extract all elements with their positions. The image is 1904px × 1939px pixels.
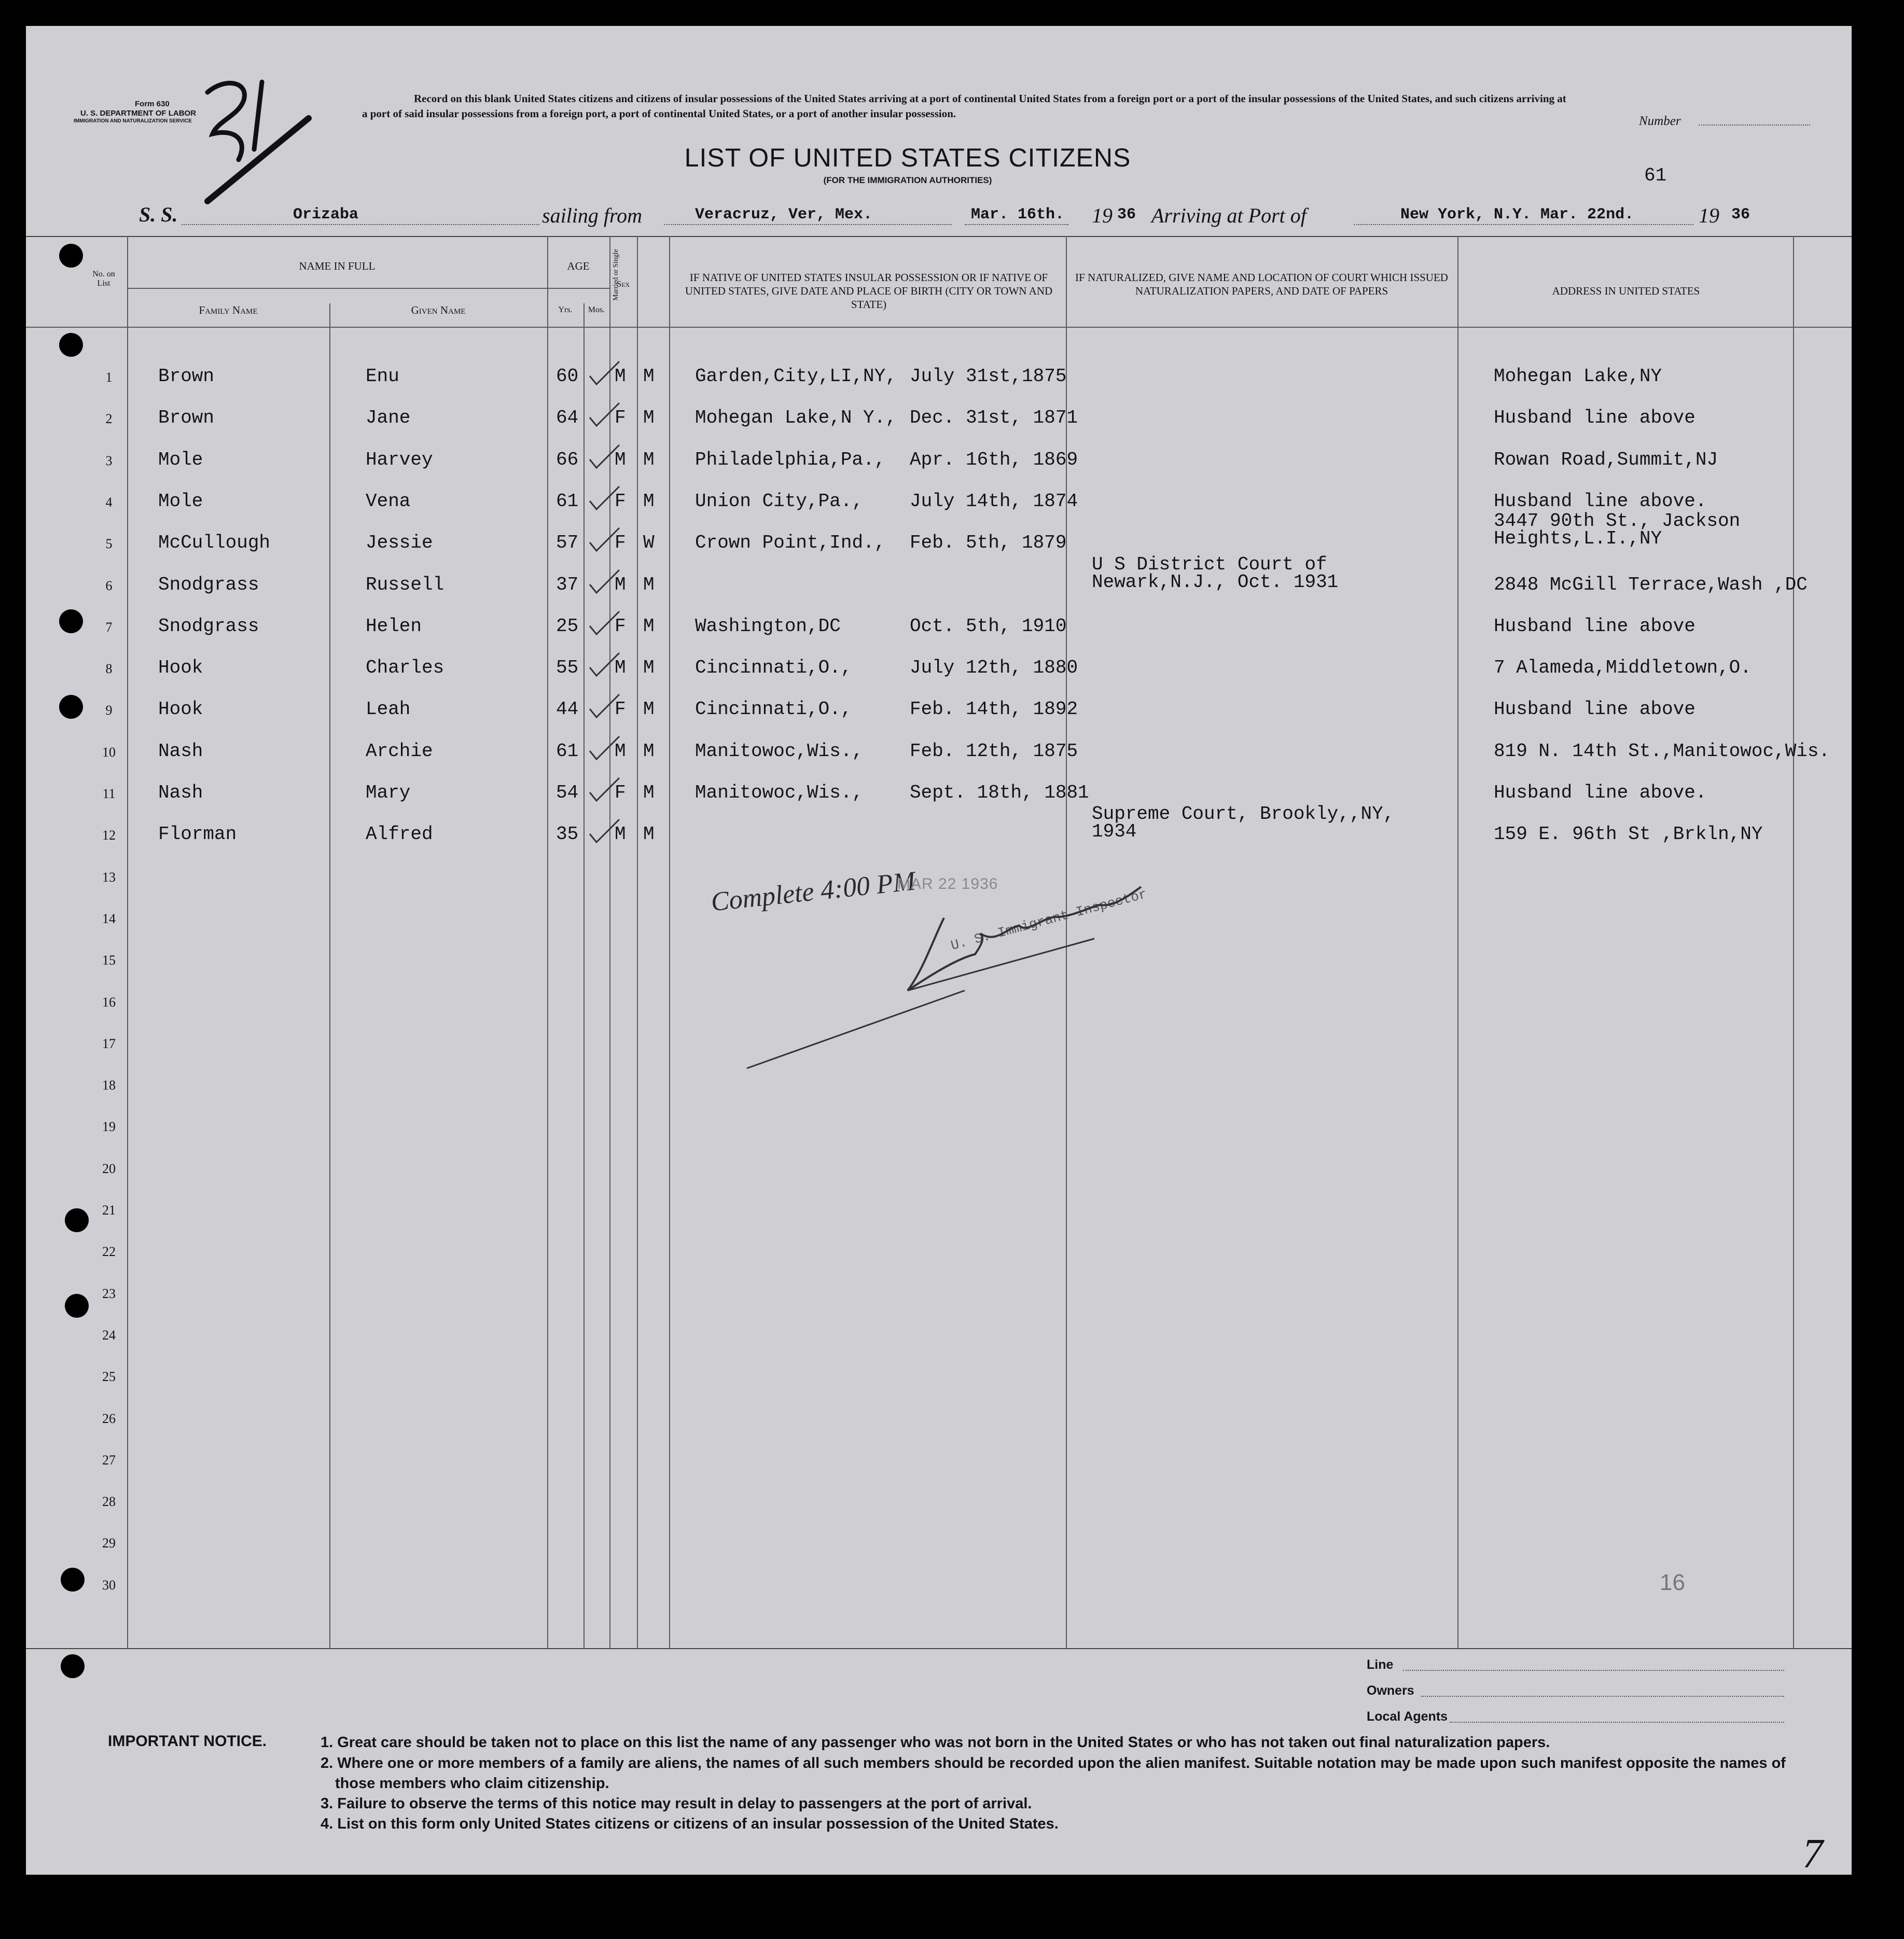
document-sheet [26, 26, 1852, 1875]
address: Mohegan Lake,NY [1494, 366, 1662, 387]
row-number: 1 [105, 370, 113, 385]
sex: M [615, 574, 626, 595]
given-name: Jane [366, 407, 411, 428]
given-name: Alfred [366, 824, 433, 845]
row-number: 10 [102, 745, 116, 760]
naturalization-court: Supreme Court, Brookly,,NY, 1934 [1092, 803, 1395, 842]
row-number: 30 [102, 1578, 116, 1593]
sail-year-prefix: 19 [1092, 204, 1113, 227]
given-name: Jessie [366, 532, 433, 553]
checkmark-icon [587, 444, 623, 470]
form-instructions: Record on this blank United States citizens and citizens of insular possessions of the United States arriving at a port of continental United States from a foreign port or a port of the insular possessions of the United States, and such citizens arriving at a port of said insular possessions from a foreign port, a port of continental United States, or a port of another insular possession. [362, 92, 1566, 120]
col-header-sex: Sex [616, 279, 630, 289]
notice-1: 1. Great care should be taken not to place on this list the name of any passenger who was not born in the United States or who has not taken out final naturalization papers. [321, 1734, 1550, 1751]
row-number: 23 [102, 1286, 116, 1301]
binder-hole [59, 244, 83, 268]
marital-status: M [643, 699, 655, 720]
marital-status: W [643, 532, 655, 553]
sex: F [615, 782, 626, 803]
row-number: 29 [102, 1536, 116, 1551]
checkmark-icon [587, 527, 623, 553]
given-name: Enu [366, 366, 399, 387]
family-name: Nash [158, 782, 203, 803]
row-number: 8 [105, 661, 113, 676]
col-header-given-name: Given Name [411, 304, 466, 316]
birth-date: Apr. 16th, 1869 [910, 449, 1078, 470]
family-name: Nash [158, 741, 203, 762]
sex: M [615, 824, 626, 845]
binder-hole [61, 1654, 85, 1678]
col-header-naturalized: IF NATURALIZED, GIVE NAME AND LOCATION OF COURT WHICH ISSUED NATURALIZATION PAPERS, AND DATE OF PAPERS [1075, 271, 1448, 297]
birth-date: Feb. 12th, 1875 [910, 741, 1078, 762]
from-port: Veracruz, Ver, Mex. [695, 206, 873, 224]
family-name: Florman [158, 824, 237, 845]
family-name: Hook [158, 699, 203, 720]
marital-status: M [643, 574, 655, 595]
line-blank [1403, 1670, 1784, 1671]
address: Husband line above. [1494, 491, 1707, 512]
birth-date: Oct. 5th, 1910 [910, 616, 1067, 637]
row-number: 28 [102, 1494, 116, 1509]
row-number: 13 [102, 870, 116, 885]
arrival-port-date: New York, N.Y. Mar. 22nd. [1400, 206, 1634, 224]
given-name: Charles [366, 657, 444, 678]
agents-label: Local Agents [1367, 1709, 1448, 1724]
naturalization-court: U S District Court of Newark,N.J., Oct. 1931 [1092, 554, 1339, 593]
age-years: 60 [556, 366, 579, 387]
checkmark-icon [587, 569, 623, 595]
row-number: 9 [105, 703, 113, 718]
checkmark-icon [587, 610, 623, 636]
marital-status: M [643, 366, 655, 387]
given-name: Helen [366, 616, 422, 637]
service-name: IMMIGRATION AND NATURALIZATION SERVICE [74, 118, 192, 124]
age-years: 54 [556, 782, 579, 803]
handwritten-corner-mark [176, 72, 322, 206]
given-name: Archie [366, 741, 433, 762]
address: 819 N. 14th St.,Manitowoc,Wis. [1494, 741, 1830, 762]
agents-blank [1450, 1722, 1784, 1723]
row-number: 14 [102, 911, 116, 926]
family-name: Brown [158, 407, 215, 428]
row-number: 4 [105, 495, 113, 510]
checkmark-icon [587, 652, 623, 678]
row-number: 24 [102, 1328, 116, 1343]
birth-place: Mohegan Lake,N Y., [695, 407, 897, 428]
birth-place: Washington,DC [695, 616, 841, 637]
birth-place: Garden,City,LI,NY, [695, 366, 897, 387]
given-name: Russell [366, 574, 444, 595]
sex: F [615, 407, 626, 428]
sail-year: 36 [1117, 206, 1136, 224]
birth-place: Manitowoc,Wis., [695, 741, 864, 762]
birth-place: Union City,Pa., [695, 491, 864, 512]
owners-blank [1421, 1696, 1784, 1697]
col-header-married: Married or Single [612, 249, 620, 301]
number-blank [1699, 124, 1810, 125]
address: Husband line above [1494, 407, 1695, 428]
marital-status: M [643, 782, 655, 803]
marital-status: M [643, 616, 655, 637]
address: Husband line above. [1494, 782, 1707, 803]
row-number: 5 [105, 536, 113, 551]
age-years: 61 [556, 491, 579, 512]
row-number: 15 [102, 953, 116, 968]
birth-place: Crown Point,Ind., [695, 532, 886, 553]
checkmark-icon [587, 818, 623, 844]
birth-place: Philadelphia,Pa., [695, 449, 886, 470]
checkmark-icon [587, 360, 623, 386]
row-number: 3 [105, 453, 113, 468]
binder-hole [65, 1208, 89, 1232]
page-number: 61 [1644, 165, 1667, 186]
birth-date: July 14th, 1874 [910, 491, 1078, 512]
birth-place: Cincinnati,O., [695, 657, 852, 678]
row-number: 25 [102, 1369, 116, 1384]
given-name: Harvey [366, 449, 433, 470]
notice-title: IMPORTANT NOTICE. [108, 1733, 267, 1750]
ship-label: S. S. [139, 203, 178, 226]
age-years: 61 [556, 741, 579, 762]
checkmark-icon [587, 402, 623, 428]
age-years: 66 [556, 449, 579, 470]
birth-date: July 12th, 1880 [910, 657, 1078, 678]
age-years: 25 [556, 616, 579, 637]
row-number: 20 [102, 1161, 116, 1176]
inspector-stamp: U. S. Immigrant Inspector [949, 886, 1149, 954]
corner-number: 16 [1660, 1570, 1685, 1595]
page-title: LIST OF UNITED STATES CITIZENS [684, 143, 1131, 172]
owners-label: Owners [1367, 1683, 1414, 1698]
age-years: 57 [556, 532, 579, 553]
sex: F [615, 532, 626, 553]
binder-hole [59, 333, 83, 357]
col-header-name-in-full: NAME IN FULL [299, 260, 376, 272]
page-subtitle: (FOR THE IMMIGRATION AUTHORITIES) [823, 175, 992, 185]
col-header-mos: Mos. [588, 305, 605, 314]
form-number: Form 630 [135, 100, 170, 108]
checkmark-icon [587, 735, 623, 761]
birth-place: Manitowoc,Wis., [695, 782, 864, 803]
binder-hole [65, 1294, 89, 1318]
arrival-blank [1354, 224, 1693, 225]
birth-date: Dec. 31st, 1871 [910, 407, 1078, 428]
row-number: 7 [105, 620, 113, 635]
date-stamp: MAR 22 1936 [897, 875, 998, 892]
family-name: Brown [158, 366, 215, 387]
address: Rowan Road,Summit,NJ [1494, 449, 1718, 470]
marital-status: M [643, 449, 655, 470]
ship-blank [182, 224, 539, 225]
sex: M [615, 449, 626, 470]
marital-status: M [643, 407, 655, 428]
row-number: 6 [105, 578, 113, 593]
number-label: Number [1639, 114, 1681, 128]
row-number: 17 [102, 1036, 116, 1051]
binder-hole [61, 1568, 85, 1592]
checkmark-icon [587, 485, 623, 511]
arriving-label: Arriving at Port of [1151, 204, 1307, 227]
birth-date: July 31st,1875 [910, 366, 1067, 387]
notice-3: 3. Failure to observe the terms of this notice may result in delay to passengers at the port of arrival. [321, 1795, 1032, 1812]
marital-status: M [643, 657, 655, 678]
completion-note: Complete 4:00 PM [710, 866, 917, 917]
notice-4: 4. List on this form only United States citizens or citizens of an insular possession of the United States. [321, 1816, 1059, 1832]
family-name: Hook [158, 657, 203, 678]
sex: F [615, 699, 626, 720]
sailing-label: sailing from [542, 204, 642, 227]
given-name: Mary [366, 782, 411, 803]
sex: F [615, 616, 626, 637]
col-header-no: No. on List [92, 270, 115, 288]
sex: M [615, 741, 626, 762]
arrival-year: 36 [1731, 206, 1750, 224]
col-header-yrs: Yrs. [558, 305, 573, 314]
marital-status: M [643, 824, 655, 845]
birth-place: Cincinnati,O., [695, 699, 852, 720]
address: 2848 McGill Terrace,Wash ,DC [1494, 574, 1808, 595]
binder-hole [59, 609, 83, 633]
age-years: 35 [556, 824, 579, 845]
given-name: Vena [366, 491, 411, 512]
sail-date-blank [965, 224, 1068, 225]
row-number: 21 [102, 1203, 116, 1218]
bottom-right-mark: 7 [1802, 1831, 1823, 1875]
binder-hole [59, 695, 83, 719]
age-years: 64 [556, 407, 579, 428]
row-number: 27 [102, 1453, 116, 1468]
from-port-blank [664, 224, 952, 225]
birth-date: Sept. 18th, 1881 [910, 782, 1089, 803]
row-number: 19 [102, 1119, 116, 1134]
sex: F [615, 491, 626, 512]
family-name: Snodgrass [158, 616, 259, 637]
col-header-address: ADDRESS IN UNITED STATES [1552, 285, 1700, 297]
col-header-birth: IF NATIVE OF UNITED STATES INSULAR POSSESSION OR IF NATIVE OF UNITED STATES, GIVE DATE AND PLACE OF BIRTH (CITY OR TOWN AND STATE) [685, 271, 1053, 311]
family-name: Mole [158, 449, 203, 470]
address: Husband line above [1494, 616, 1695, 637]
age-years: 37 [556, 574, 579, 595]
marital-status: M [643, 491, 655, 512]
address: 7 Alameda,Middletown,O. [1494, 657, 1752, 678]
inspector-signature [736, 856, 1214, 1084]
family-name: McCullough [158, 532, 271, 553]
row-number: 18 [102, 1078, 116, 1093]
given-name: Leah [366, 699, 411, 720]
birth-date: Feb. 5th, 1879 [910, 532, 1067, 553]
row-number: 12 [102, 828, 116, 843]
address: Husband line above [1494, 699, 1695, 720]
line-label: Line [1367, 1657, 1394, 1672]
sex: M [615, 366, 626, 387]
family-name: Snodgrass [158, 574, 259, 595]
department-name: U. S. DEPARTMENT OF LABOR [80, 109, 197, 118]
address: 3447 90th St., Jackson Heights,L.I.,NY [1494, 510, 1741, 549]
sail-date: Mar. 16th. [971, 206, 1065, 224]
checkmark-icon [587, 777, 623, 803]
family-name: Mole [158, 491, 203, 512]
marital-status: M [643, 741, 655, 762]
arrival-year-prefix: 19 [1699, 204, 1719, 227]
birth-date: Feb. 14th, 1892 [910, 699, 1078, 720]
row-number: 11 [102, 786, 116, 801]
row-number: 16 [102, 995, 116, 1010]
address: 159 E. 96th St ,Brkln,NY [1494, 824, 1763, 845]
age-years: 44 [556, 699, 579, 720]
row-number: 22 [102, 1244, 116, 1259]
checkmark-icon [587, 693, 623, 719]
sex: M [615, 657, 626, 678]
col-header-family-name: Family Name [199, 304, 258, 316]
age-years: 55 [556, 657, 579, 678]
row-number: 2 [105, 411, 113, 426]
row-number: 26 [102, 1411, 116, 1426]
notice-2: 2. Where one or more members of a family are aliens, the names of all such members should be recorded upon the alien manifest. Suitable notation may be made upon such manifest opposite the names of those members who claim citizenship. [321, 1755, 1786, 1792]
col-header-age: AGE [567, 260, 590, 272]
ship-name: Orizaba [293, 206, 359, 224]
